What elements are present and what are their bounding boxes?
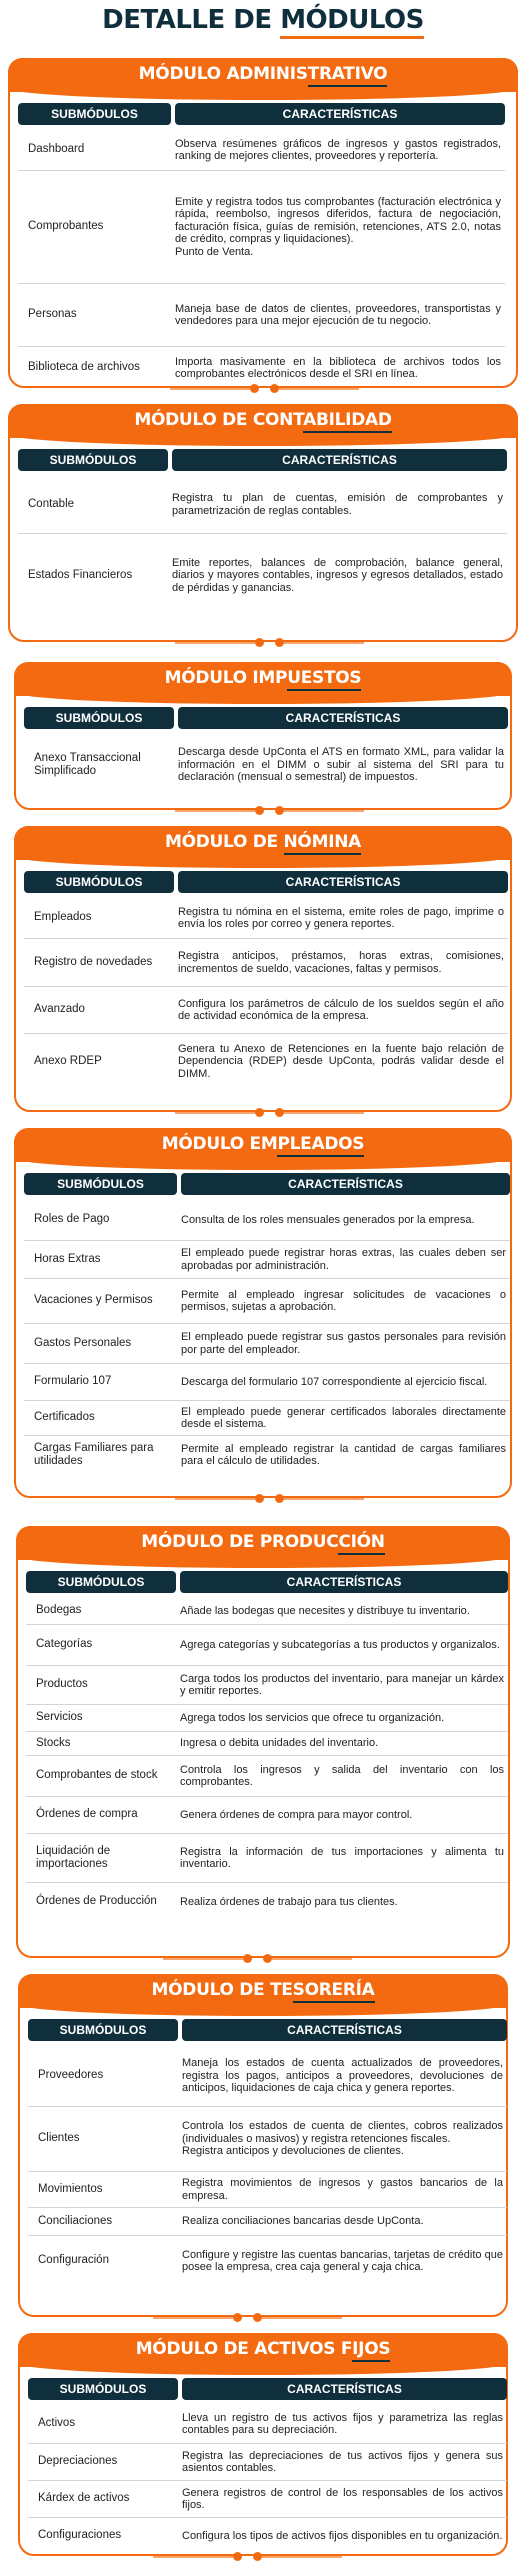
table-row: [18, 476, 507, 534]
submodule-description: Genera órdenes de compra para mayor control.: [180, 1808, 413, 1821]
column-headers: [24, 707, 508, 729]
header-submodulos: SUBMÓDULOS: [28, 2378, 178, 2400]
submodule-description: Emite y registra todos tus comprobantes (facturación electrónica y rápida, reembolso, ingresos diferidos, factura de negociación, facturación física, guías de remisión, retenciones, ATS 2.0, notas de crédito, compras y liquidaciones). Punto de Venta.: [175, 195, 501, 258]
column-headers: [24, 1173, 510, 1195]
table-row: [26, 1666, 508, 1705]
column-headers: [18, 103, 505, 125]
header-caracteristicas: CARACTERÍSTICAS: [178, 871, 508, 893]
submodule-name: Gastos Personales: [34, 1336, 132, 1349]
table-row: [28, 2046, 507, 2107]
table-row: [24, 1401, 510, 1436]
connector-dot: [233, 2313, 242, 2322]
module-title: [14, 832, 512, 856]
connector-line: [175, 810, 255, 812]
submodule-name: Horas Extras: [34, 1252, 101, 1265]
table-row: [26, 1883, 508, 1921]
submodule-description: Maneja los estados de cuenta actualizados de proveedores, registra los pagos, anticipos a proveedores, devoluciones de anticipos, liquidaciones de caja chica y genera reportes.: [182, 2057, 503, 2095]
submodule-name: Proveedores: [38, 2069, 104, 2082]
connector-dot: [253, 2313, 262, 2322]
header-caracteristicas: CARACTERÍSTICAS: [181, 1173, 510, 1195]
submodule-name: Órdenes de compra: [36, 1808, 138, 1821]
header-submodulos: SUBMÓDULOS: [28, 2019, 178, 2041]
table-row: [24, 1279, 510, 1324]
submodule-description: Registra tu nómina en el sistema, emite roles de pago, imprime o envía los roles por correo y genera reportes.: [178, 905, 504, 930]
table-row: [28, 2236, 507, 2286]
submodule-description: Realiza órdenes de trabajo para tus clientes.: [180, 1895, 398, 1908]
submodule-name: Roles de Pago: [34, 1213, 110, 1226]
table-row: [26, 1756, 508, 1797]
connector-line: [284, 1112, 364, 1114]
module-title: [14, 668, 512, 692]
submodule-name: Órdenes de Producción: [36, 1895, 157, 1908]
table-row: [24, 1200, 510, 1241]
module-table: [26, 1598, 508, 1921]
submodule-description: Ingresa o debita unidades del inventario.: [180, 1737, 379, 1750]
module-table: [18, 476, 507, 617]
table-row: [26, 1732, 508, 1756]
submodule-description: Registra la información de tus importaciones y alimenta tu inventario.: [180, 1845, 504, 1870]
module-title: [16, 1532, 510, 1556]
submodule-description: Configura los parámetros de cálculo de los sueldos según el año de actividad económica de la empresa.: [178, 997, 504, 1022]
module-title: [14, 1134, 512, 1158]
submodule-name: Liquidación de importaciones: [36, 1844, 111, 1870]
module-title-text: MÓDULO DE TE: [151, 1980, 293, 2000]
module-title-underlined: UESTOS: [287, 668, 361, 691]
header-caracteristicas: CARACTERÍSTICAS: [178, 707, 508, 729]
submodule-description: Controla los estados de cuenta de clientes, cobros realizados (individuales o masivos) y registra retenciones fiscales. Registra anticipos y devoluciones de clientes.: [182, 2120, 503, 2158]
submodule-name: Cargas Familiares para utilidades: [34, 1441, 154, 1467]
header-caracteristicas: CARACTERÍSTICAS: [182, 2019, 507, 2041]
module-title: [18, 2339, 508, 2363]
connector-line: [175, 642, 255, 644]
connector-dot: [255, 1108, 264, 1117]
module-title: [8, 64, 518, 88]
table-row: [28, 2481, 507, 2518]
bottom-connector: [14, 1108, 512, 1118]
submodule-name: Estados Financieros: [28, 568, 133, 581]
module-table: [24, 734, 508, 796]
table-row: [28, 2518, 507, 2554]
module-table: [18, 130, 505, 389]
table-row: [26, 1797, 508, 1834]
header-submodulos: SUBMÓDULOS: [24, 707, 174, 729]
table-row: [28, 2208, 507, 2236]
table-row: [26, 1598, 508, 1625]
module-title-text: MÓDULO DE CONT: [134, 410, 304, 430]
module-title-underlined: NÓMINA: [284, 832, 362, 855]
module-title-underlined: CIÓN: [338, 1532, 384, 1555]
module-title: [8, 410, 518, 434]
table-row: [28, 2444, 507, 2481]
connector-dot: [243, 1954, 252, 1963]
submodule-name: Comprobantes de stock: [36, 1769, 158, 1782]
table-row: [28, 2405, 507, 2444]
module-section: [8, 404, 518, 642]
header-submodulos: SUBMÓDULOS: [26, 1571, 176, 1593]
module-title-underlined: TRATIVO: [308, 64, 388, 87]
connector-line: [153, 2556, 233, 2558]
header-submodulos: SUBMÓDULOS: [18, 449, 168, 471]
submodule-name: Registro de novedades: [34, 955, 153, 968]
module-section: [18, 2333, 508, 2556]
table-row: [28, 2172, 507, 2208]
header-submodulos: SUBMÓDULOS: [24, 871, 174, 893]
bottom-connector: [14, 806, 512, 816]
module-section: [14, 662, 512, 810]
module-title-text: MÓDULO EM: [161, 1134, 278, 1154]
submodule-name: Productos: [36, 1678, 88, 1691]
submodule-description: El empleado puede generar certificados laborales directamente desde el sistema.: [181, 1405, 506, 1430]
module-title-text: MÓDULO IMP: [164, 668, 288, 688]
connector-line: [262, 2556, 342, 2558]
connector-dot: [275, 1494, 284, 1503]
connector-dot: [255, 638, 264, 647]
table-row: [24, 1241, 510, 1279]
bottom-connector: [18, 2313, 508, 2323]
submodule-name: Movimientos: [38, 2182, 103, 2195]
submodule-name: Kárdex de activos: [38, 2492, 130, 2505]
column-headers: [28, 2019, 507, 2041]
module-table: [24, 898, 508, 1089]
submodule-description: Registra las depreciaciones de tus activos fijos y genera sus asientos contables.: [182, 2449, 503, 2474]
connector-dot: [250, 384, 259, 393]
module-title: [18, 1980, 508, 2004]
module-table: [28, 2405, 507, 2554]
submodule-name: Anexo Transaccional Simplificado: [34, 751, 141, 777]
connector-dot: [255, 1494, 264, 1503]
header-caracteristicas: CARACTERÍSTICAS: [180, 1571, 508, 1593]
table-row: [26, 1625, 508, 1666]
table-row: [24, 1324, 510, 1364]
module-section: [14, 826, 512, 1112]
submodule-name: Configuración: [38, 2254, 109, 2267]
table-row: [18, 284, 505, 347]
page-title: DETALLE DE MÓDULOS: [0, 2, 526, 38]
submodule-name: Configuraciones: [38, 2529, 122, 2542]
module-section: [8, 58, 518, 388]
table-row: [18, 130, 505, 171]
submodule-description: Maneja base de datos de clientes, proveedores, transportistas y vendedores para una mejor ejecución de tu negocio.: [175, 302, 501, 327]
bottom-connector: [8, 384, 518, 394]
table-row: [18, 347, 505, 389]
bottom-connector: [14, 1494, 512, 1504]
submodule-name: Comprobantes: [28, 220, 104, 233]
module-title-underlined: IJOS: [352, 2339, 390, 2362]
module-title-underlined: SORERÍA: [293, 1980, 375, 2003]
connector-dot: [255, 806, 264, 815]
submodule-description: Observa resúmenes gráficos de ingresos y gastos registrados, ranking de mejores clientes, proveedores y reportería.: [175, 137, 501, 162]
table-row: [26, 1834, 508, 1883]
module-title-text: MÓDULO DE PRODUC: [141, 1532, 339, 1552]
submodule-name: Conciliaciones: [38, 2214, 113, 2227]
submodule-name: Vacaciones y Permisos: [34, 1294, 153, 1307]
connector-dot: [270, 384, 279, 393]
table-row: [24, 1034, 508, 1089]
module-title-underlined: ABILIDAD: [303, 410, 392, 433]
submodule-name: Activos: [38, 2417, 76, 2430]
submodule-name: Dashboard: [28, 143, 85, 156]
bottom-connector: [8, 638, 518, 648]
submodule-name: Servicios: [36, 1711, 83, 1724]
submodule-name: Certificados: [34, 1411, 95, 1424]
table-row: [26, 1705, 508, 1732]
submodule-description: Permite al empleado ingresar solicitudes de vacaciones o permisos, sujetas a aprobación.: [181, 1288, 506, 1313]
submodule-description: Genera tu Anexo de Retenciones en la fuente bajo relación de Dependencia (RDEP) desde UpConta, podrás validar desde el DIMM.: [178, 1042, 504, 1080]
table-row: [24, 898, 508, 939]
submodule-name: Avanzado: [34, 1003, 85, 1016]
connector-dot: [275, 1108, 284, 1117]
header-submodulos: SUBMÓDULOS: [24, 1173, 177, 1195]
table-row: [24, 1364, 510, 1401]
submodule-description: El empleado puede registrar sus gastos personales para revisión por parte del empleador.: [181, 1331, 506, 1356]
submodule-description: Registra movimientos de ingresos y gastos bancarios de la empresa.: [182, 2177, 503, 2202]
module-title-text: MÓDULO DE ACTIVOS F: [135, 2339, 353, 2359]
table-row: [24, 734, 508, 796]
submodule-name: Personas: [28, 308, 77, 321]
submodule-description: Agrega todos los servicios que ofrece tu organización.: [180, 1711, 445, 1724]
submodule-description: Controla los ingresos y salida del inventario con los comprobantes.: [180, 1763, 504, 1788]
column-headers: [26, 1571, 508, 1593]
submodule-description: Permite al empleado registrar la cantidad de cargas familiares para el cálculo de utilidades.: [181, 1442, 506, 1467]
submodule-description: Configure y registre las cuentas bancarias, tarjetas de crédito que posee la empresa, crea caja general y caja chica.: [182, 2248, 503, 2273]
submodule-name: Categorías: [36, 1638, 93, 1651]
submodule-name: Anexo RDEP: [34, 1054, 102, 1067]
header-caracteristicas: CARACTERÍSTICAS: [182, 2378, 507, 2400]
submodule-description: Consulta de los roles mensuales generados por la empresa.: [181, 1213, 475, 1226]
module-title-text: MÓDULO DE: [164, 832, 284, 852]
bottom-connector: [18, 2552, 508, 2562]
submodule-name: Clientes: [38, 2132, 80, 2145]
module-section: [16, 1526, 510, 1958]
table-row: [18, 534, 507, 617]
table-row: [18, 171, 505, 284]
table-row: [28, 2107, 507, 2172]
submodule-description: Emite reportes, balances de comprobación, balance general, diarios y mayores contables, ingresos y egresos detallados, estado de pérdidas y ganancias.: [172, 556, 503, 594]
connector-line: [284, 810, 364, 812]
table-row: [24, 987, 508, 1034]
submodule-description: Descarga desde UpConta el ATS en formato XML, para validar la información en el DIMM o subir al sistema del SRI para tu declaración (mensual o semestral) de impuestos.: [178, 746, 504, 784]
bottom-connector: [16, 1954, 510, 1964]
connector-line: [175, 1112, 255, 1114]
table-row: [24, 1436, 510, 1474]
submodule-description: Configura los tipos de activos fijos disponibles en tu organización.: [182, 2529, 503, 2542]
module-table: [24, 1200, 510, 1474]
submodule-description: Añade las bodegas que necesites y distribuye tu inventario.: [180, 1604, 470, 1617]
connector-line: [175, 1498, 255, 1500]
submodule-description: Agrega categorías y subcategorías a tus productos y organizalos.: [180, 1638, 500, 1651]
submodule-description: Registra anticipos, préstamos, horas extras, comisiones, incrementos de sueldo, vacaciones, faltas y permisos.: [178, 950, 504, 975]
connector-line: [284, 1498, 364, 1500]
connector-line: [262, 2317, 342, 2319]
submodule-name: Biblioteca de archivos: [28, 361, 140, 374]
module-title-underlined: PLEADOS: [277, 1134, 364, 1157]
module-section: [18, 1974, 508, 2317]
submodule-description: Genera registros de control de los responsables de los activos fijos.: [182, 2486, 503, 2511]
submodule-description: Registra tu plan de cuentas, emisión de comprobantes y parametrización de reglas contables.: [172, 492, 503, 517]
column-headers: [24, 871, 508, 893]
submodule-description: Lleva un registro de tus activos fijos y parametriza las reglas contables para su depreciación.: [182, 2411, 503, 2436]
connector-line: [279, 388, 359, 390]
connector-dot: [275, 806, 284, 815]
header-caracteristicas: CARACTERÍSTICAS: [175, 103, 505, 125]
submodule-description: El empleado puede registrar horas extras, las cuales deben ser aprobadas por administración.: [181, 1247, 506, 1272]
submodule-name: Bodegas: [36, 1604, 82, 1617]
module-section: [14, 1128, 512, 1498]
submodule-description: Importa masivamente en la biblioteca de archivos todos los comprobantes electrónicos desde el SRI en línea.: [175, 355, 501, 380]
submodule-name: Stocks: [36, 1736, 71, 1749]
connector-line: [163, 1958, 243, 1960]
submodule-description: Carga todos los productos del inventario, para manejar un kárdex y emitir reportes.: [180, 1672, 504, 1697]
column-headers: [18, 449, 507, 471]
submodule-name: Empleados: [34, 911, 92, 924]
connector-dot: [263, 1954, 272, 1963]
module-title-text: MÓDULO ADMINIS: [138, 64, 308, 84]
module-table: [28, 2046, 507, 2286]
connector-line: [272, 1958, 352, 1960]
connector-line: [284, 642, 364, 644]
connector-dot: [275, 638, 284, 647]
submodule-description: Realiza conciliaciones bancarias desde UpConta.: [182, 2215, 424, 2228]
column-headers: [28, 2378, 507, 2400]
submodule-name: Formulario 107: [34, 1375, 112, 1388]
submodule-name: Depreciaciones: [38, 2455, 118, 2468]
header-caracteristicas: CARACTERÍSTICAS: [172, 449, 507, 471]
connector-line: [170, 388, 250, 390]
submodule-name: Contable: [28, 497, 75, 510]
connector-line: [153, 2317, 233, 2319]
table-row: [24, 939, 508, 987]
header-submodulos: SUBMÓDULOS: [18, 103, 171, 125]
submodule-description: Descarga del formulario 107 correspondiente al ejercicio fiscal.: [181, 1375, 488, 1388]
